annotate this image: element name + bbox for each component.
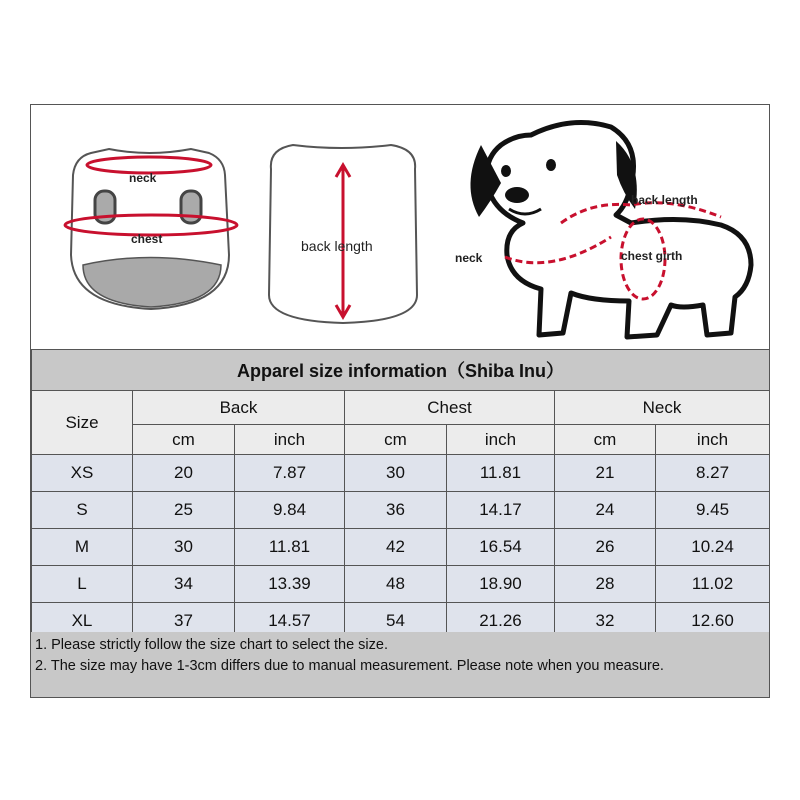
value-cell: 30	[345, 455, 447, 492]
back-header: Back	[133, 391, 345, 425]
size-cell: M	[32, 529, 133, 566]
dog-back-length-label: back length	[631, 193, 698, 207]
size-cell: XL	[32, 603, 133, 640]
size-table	[31, 349, 770, 640]
value-cell: 14.57	[235, 603, 345, 640]
unit-header: cm	[133, 425, 235, 455]
table-row	[32, 566, 770, 603]
value-cell: 36	[345, 492, 447, 529]
chest-header: Chest	[345, 391, 555, 425]
neck-header: Neck	[555, 391, 770, 425]
value-cell: 12.60	[656, 603, 770, 640]
measurement-illustrations	[31, 105, 769, 347]
table-title-row	[32, 350, 770, 391]
table-row	[32, 455, 770, 492]
front-neck-label: neck	[129, 171, 157, 185]
table-title: Apparel size information（Shiba Inu）	[32, 350, 770, 391]
value-cell: 20	[133, 455, 235, 492]
value-cell: 37	[133, 603, 235, 640]
value-cell: 21.26	[447, 603, 555, 640]
value-cell: 16.54	[447, 529, 555, 566]
unit-header: inch	[656, 425, 770, 455]
unit-header: inch	[447, 425, 555, 455]
value-cell: 32	[555, 603, 656, 640]
value-cell: 42	[345, 529, 447, 566]
value-cell: 14.17	[447, 492, 555, 529]
illustration-svg	[31, 105, 769, 347]
value-cell: 13.39	[235, 566, 345, 603]
back-vest-length-label: back length	[301, 238, 373, 254]
value-cell: 24	[555, 492, 656, 529]
note-2: 2. The size may have 1-3cm differs due to manual measurement. Please note when you measure.	[35, 658, 664, 674]
group-header-row	[32, 391, 770, 425]
dog-illustration	[470, 123, 751, 338]
value-cell: 28	[555, 566, 656, 603]
size-chart	[30, 104, 770, 698]
value-cell: 25	[133, 492, 235, 529]
value-cell: 11.81	[447, 455, 555, 492]
value-cell: 11.81	[235, 529, 345, 566]
front-chest-label: chest	[131, 232, 163, 246]
unit-header: cm	[555, 425, 656, 455]
note-1: 1. Please strictly follow the size chart to select the size.	[35, 637, 388, 653]
value-cell: 9.84	[235, 492, 345, 529]
size-cell: S	[32, 492, 133, 529]
table-row	[32, 492, 770, 529]
size-header: Size	[32, 391, 133, 455]
unit-header-row	[32, 425, 770, 455]
value-cell: 54	[345, 603, 447, 640]
unit-header: inch	[235, 425, 345, 455]
back-vest-illustration	[269, 145, 417, 323]
value-cell: 21	[555, 455, 656, 492]
value-cell: 34	[133, 566, 235, 603]
notes-box	[31, 632, 769, 697]
dog-neck-label: neck	[455, 251, 483, 265]
value-cell: 8.27	[656, 455, 770, 492]
value-cell: 48	[345, 566, 447, 603]
value-cell: 7.87	[235, 455, 345, 492]
value-cell: 10.24	[656, 529, 770, 566]
table-row	[32, 529, 770, 566]
size-cell: L	[32, 566, 133, 603]
value-cell: 30	[133, 529, 235, 566]
size-cell: XS	[32, 455, 133, 492]
dog-chest-girth-label: chest girth	[621, 249, 683, 263]
value-cell: 26	[555, 529, 656, 566]
value-cell: 11.02	[656, 566, 770, 603]
value-cell: 18.90	[447, 566, 555, 603]
value-cell: 9.45	[656, 492, 770, 529]
unit-header: cm	[345, 425, 447, 455]
